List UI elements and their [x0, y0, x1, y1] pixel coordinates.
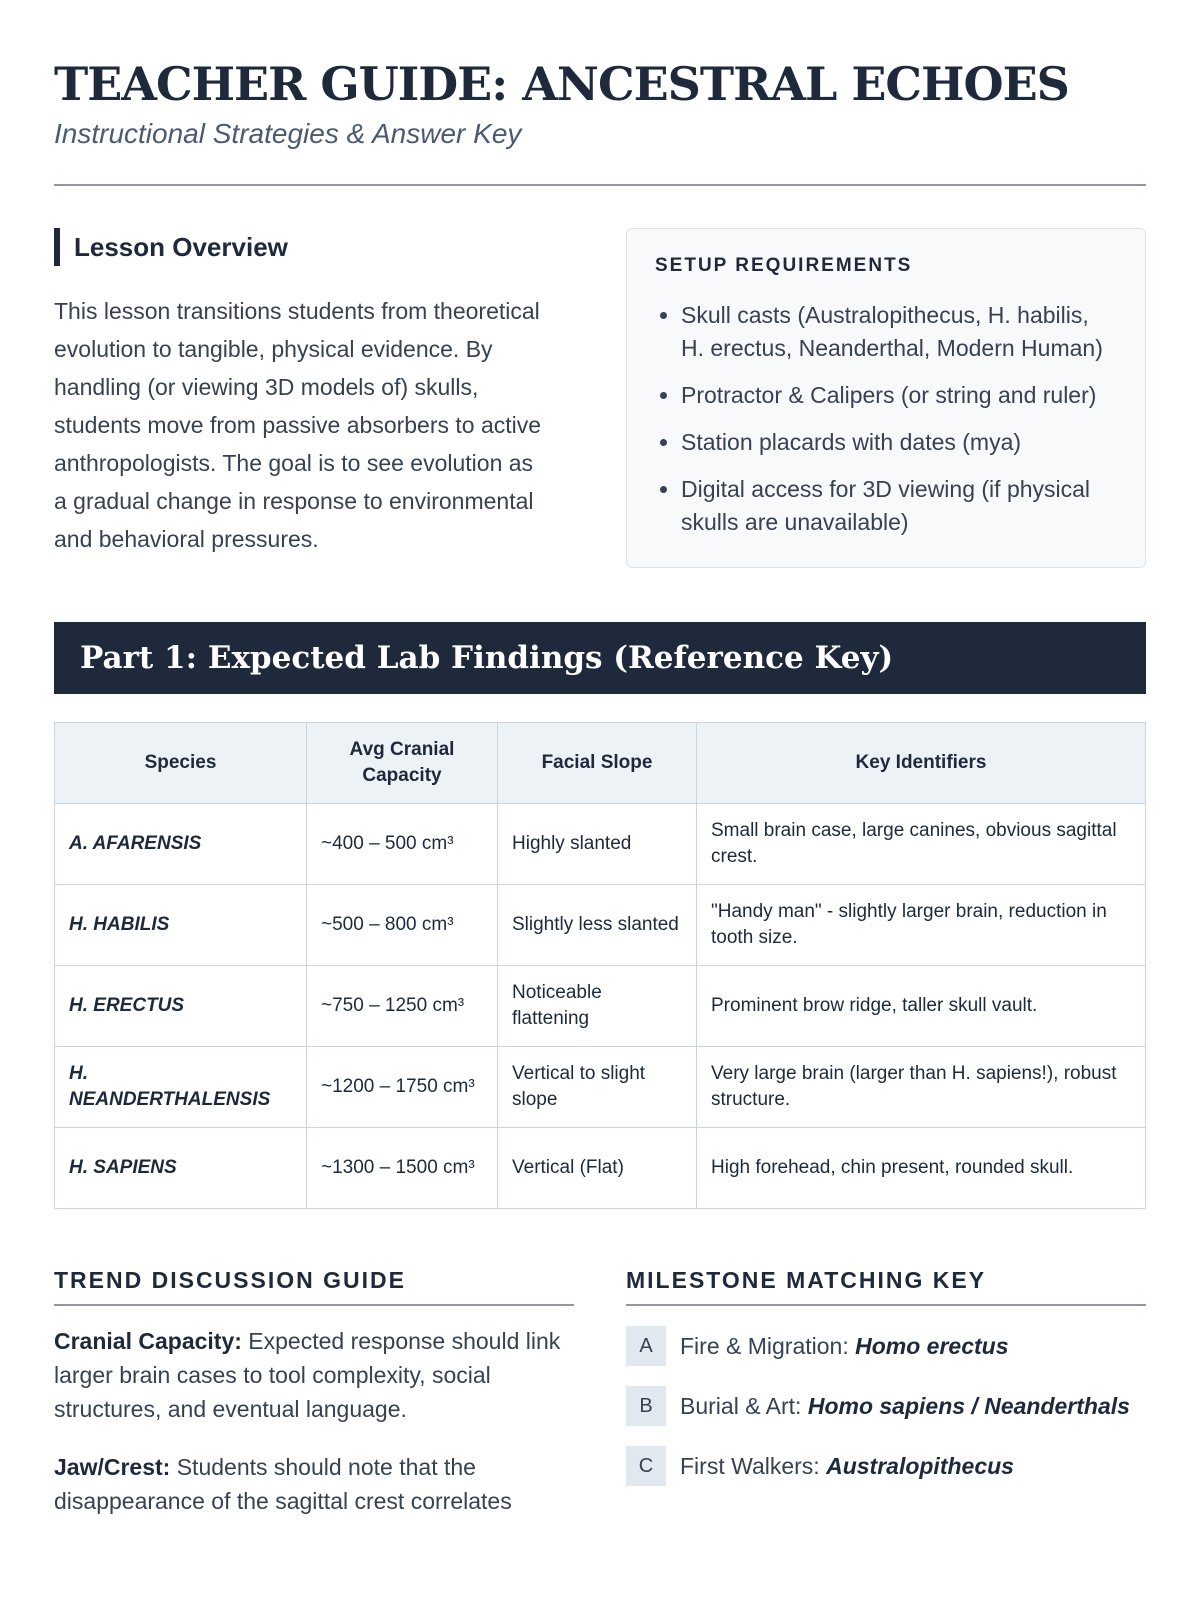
part-1-banner: Part 1: Expected Lab Findings (Reference Key) [54, 622, 1146, 694]
facial-slope-cell: Vertical (Flat) [498, 1128, 697, 1209]
trend-label: Cranial Capacity: [54, 1328, 242, 1354]
lesson-overview-text: This lesson transitions students from theoretical evolution to tangible, physical evidence. By handling (or viewing 3D models of) skulls, students move from passive absorbers to active anthropologists. The goal is to see evolution as a gradual change in response to environmental and behavioral pressures. [54, 298, 542, 552]
facial-slope-cell: Highly slanted [498, 804, 697, 885]
lesson-overview-heading: Lesson Overview [54, 228, 552, 266]
setup-requirements-box [626, 228, 1146, 568]
key-identifiers-cell: Prominent brow ridge, taller skull vault. [697, 966, 1146, 1047]
milestone-item [626, 1386, 1146, 1426]
milestone-item [626, 1446, 1146, 1486]
overview-row [54, 228, 1146, 568]
column-header-cranial-capacity: Avg Cranial Capacity [307, 723, 498, 804]
page-subtitle: Instructional Strategies & Answer Key [54, 118, 522, 149]
header-divider [54, 184, 1146, 186]
trend-paragraph [54, 1450, 574, 1518]
milestone-letter-badge: B [626, 1386, 666, 1426]
setup-item: • Digital access for 3D viewing (if physical skulls are unavailable) [681, 473, 1117, 539]
milestone-letter-badge: C [626, 1446, 666, 1486]
setup-requirements-title: SETUP REQUIREMENTS [655, 255, 913, 276]
table-row [55, 1047, 1146, 1128]
cranial-capacity-cell: ~400 – 500 cm³ [307, 804, 498, 885]
setup-requirements-list [655, 299, 1117, 539]
trend-label: Jaw/Crest: [54, 1454, 171, 1480]
trend-text: Students should note that the disappearance of the sagittal crest correlates [54, 1454, 512, 1514]
key-identifiers-cell: Small brain case, large canines, obvious sagittal crest. [697, 804, 1146, 885]
trend-discussion-guide [54, 1267, 574, 1518]
cranial-capacity-cell: ~500 – 800 cm³ [307, 885, 498, 966]
table-row [55, 885, 1146, 966]
column-header-facial-slope: Facial Slope [498, 723, 697, 804]
cranial-capacity-cell: ~750 – 1250 cm³ [307, 966, 498, 1047]
cranial-capacity-cell: ~1200 – 1750 cm³ [307, 1047, 498, 1128]
milestone-heading: MILESTONE MATCHING KEY [626, 1267, 1146, 1306]
milestone-letter-badge: A [626, 1326, 666, 1366]
table-row [55, 804, 1146, 885]
milestone-item [626, 1326, 1146, 1366]
species-cell: H. NEANDERTHALENSIS [55, 1047, 307, 1128]
trend-paragraph [54, 1324, 574, 1426]
facial-slope-cell: Vertical to slight slope [498, 1047, 697, 1128]
column-header-key-identifiers: Key Identifiers [697, 723, 1146, 804]
trend-discussion-heading: TREND DISCUSSION GUIDE [54, 1267, 574, 1306]
facial-slope-cell: Noticeable flattening [498, 966, 697, 1047]
setup-item: • Station placards with dates (mya) [681, 426, 1117, 459]
key-identifiers-cell: High forehead, chin present, rounded skull. [697, 1128, 1146, 1209]
species-cell: A. AFARENSIS [55, 804, 307, 885]
lesson-overview [54, 228, 552, 568]
milestone-text [680, 1329, 1008, 1363]
page-title: TEACHER GUIDE: ANCESTRAL ECHOES [54, 57, 1069, 111]
key-identifiers-cell: "Handy man" - slightly larger brain, reduction in tooth size. [697, 885, 1146, 966]
species-cell: H. SAPIENS [55, 1128, 307, 1209]
table-header-row [55, 723, 1146, 804]
facial-slope-cell: Slightly less slanted [498, 885, 697, 966]
trend-text: Expected response should link larger brain cases to tool complexity, social structures, and eventual language. [54, 1328, 561, 1422]
species-cell: H. HABILIS [55, 885, 307, 966]
column-header-species: Species [55, 723, 307, 804]
species-cell: H. ERECTUS [55, 966, 307, 1047]
table-row [55, 966, 1146, 1047]
milestone-label: Fire & Migration: [680, 1333, 856, 1359]
milestone-answer: Homo erectus [855, 1333, 1009, 1359]
milestone-text [680, 1389, 1130, 1423]
table-row [55, 1128, 1146, 1209]
lab-findings-table [54, 722, 1146, 1209]
milestone-answer: Australopithecus [826, 1453, 1014, 1479]
key-identifiers-cell: Very large brain (larger than H. sapiens!), robust structure. [697, 1047, 1146, 1128]
milestone-answer: Homo sapiens / Neanderthals [807, 1393, 1130, 1419]
cranial-capacity-cell: ~1300 – 1500 cm³ [307, 1128, 498, 1209]
milestone-text [680, 1449, 1014, 1483]
setup-item: • Skull casts (Australopithecus, H. habilis, H. erectus, Neanderthal, Modern Human) [681, 299, 1117, 365]
setup-item: • Protractor & Calipers (or string and ruler) [681, 379, 1117, 412]
discussion-row [54, 1267, 1146, 1518]
milestone-label: Burial & Art: [680, 1393, 808, 1419]
milestone-label: First Walkers: [680, 1453, 827, 1479]
milestone-matching-key [626, 1267, 1146, 1518]
